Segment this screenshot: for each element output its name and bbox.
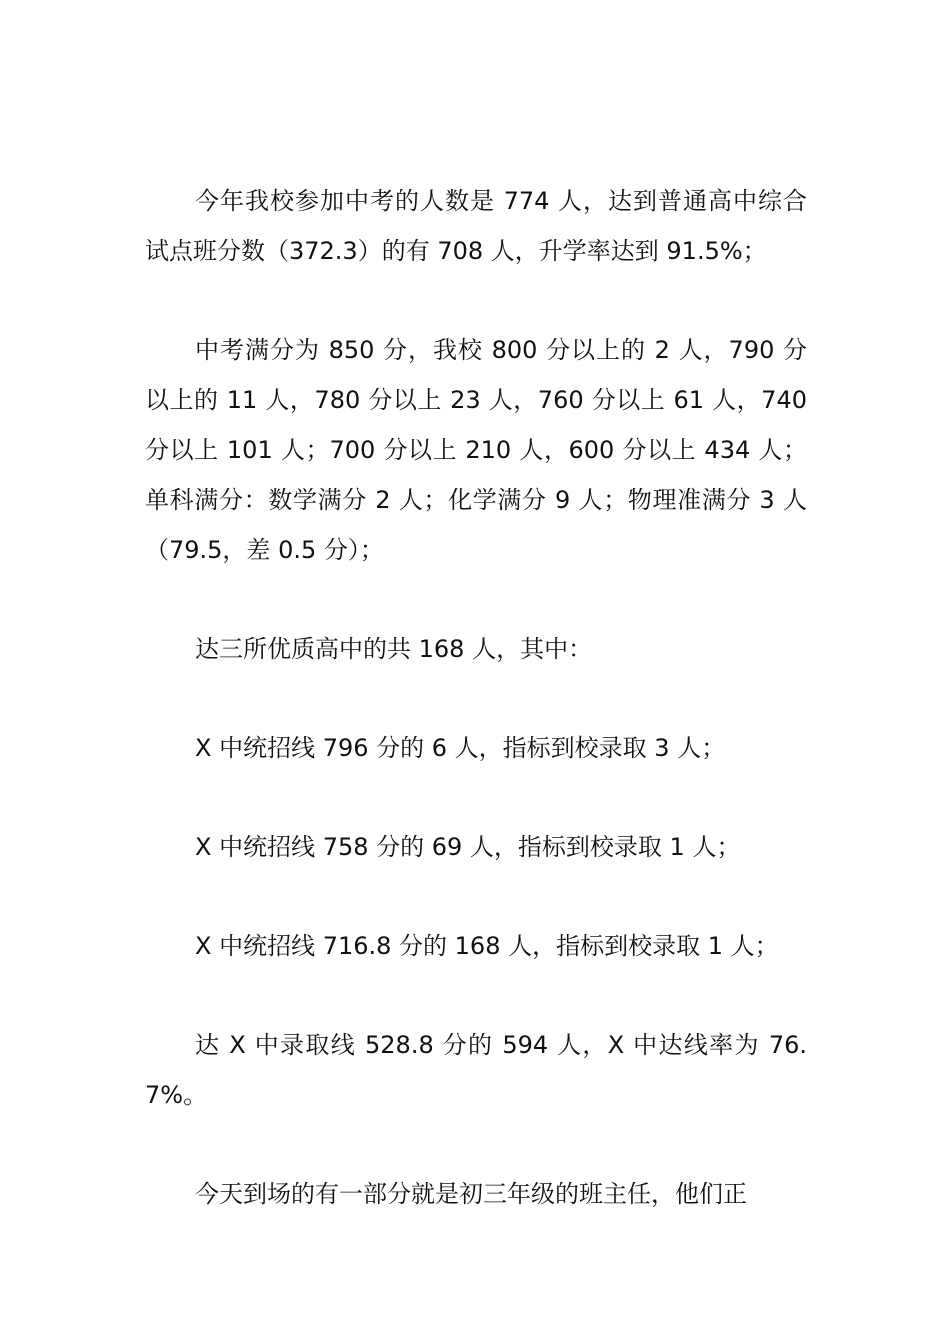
paragraph-top-schools-intro: 达三所优质高中的共 168 人，其中： [195,635,593,663]
document-body [145,176,807,1219]
paragraph-homeroom-teachers: 今天到场的有一部分就是初三年级的班主任，他们正 [195,1180,747,1208]
paragraph-enrollment-summary: 今年我校参加中考的人数是 774 人，达到普通高中综合试点班分数（372.3）的有 708 人，升学率达到 91.5%； [145,187,807,265]
paragraph-school-line-796: X 中统招线 796 分的 6 人，指标到校录取 3 人； [195,734,726,762]
paragraph-admission-rate: 达 X 中录取线 528.8 分的 594 人，X 中达线率为 76.7%。 [145,1031,807,1109]
paragraph-school-line-716: X 中统招线 716.8 分的 168 人，指标到校录取 1 人； [195,932,779,960]
paragraph-score-distribution: 中考满分为 850 分，我校 800 分以上的 2 人，790 分以上的 11 人，780 分以上 23 人，760 分以上 61 人，740 分以上 101 人；700 分以上 210 人，600 分以上 434 人；单科满分：数学满分 2 人；化学满分 9 人；物理准满分 3 人（79.5，差 0.5 分）； [145,336,807,564]
paragraph-school-line-758: X 中统招线 758 分的 69 人，指标到校录取 1 人； [195,833,741,861]
